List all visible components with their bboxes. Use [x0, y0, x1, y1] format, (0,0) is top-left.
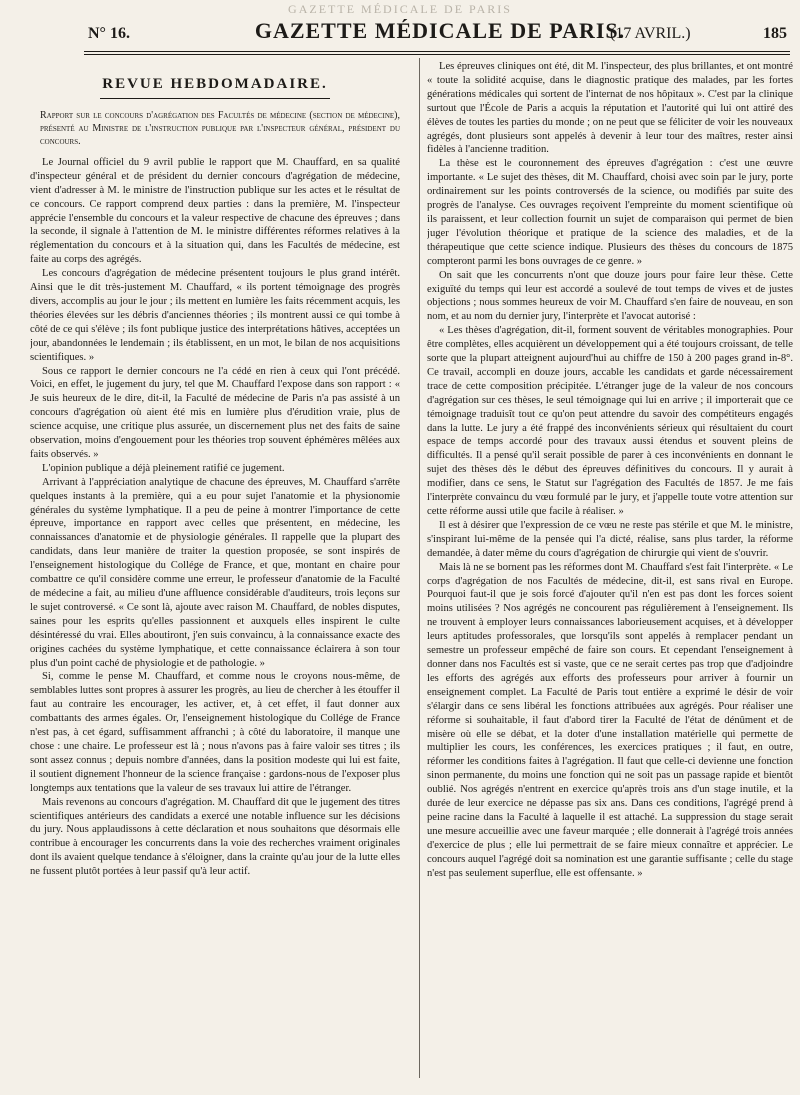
page-header: [80, 18, 800, 48]
bleed-through-text: GAZETTE MÉDICALE DE PARIS: [288, 2, 512, 14]
issue-number: N° 16.: [88, 25, 130, 42]
paragraph: L'opinion publique a déjà pleinement ratifié ce jugement.: [42, 462, 285, 474]
issue-date: (17 AVRIL.): [610, 25, 691, 42]
paragraph: On sait que les concurrents n'ont que douze jours pour faire leur thèse. Cette exiguïté du temps qui leur est accordé a soulevé de tout temps de vives et de justes objections ; nous sommes heureux de voir M. Chauffard s'en faire de nouveau, en son nom, et au nom du dernier jury, l'interprète et l'avocat autorisé :: [427, 269, 793, 323]
paragraph: Mais là ne se bornent pas les réformes dont M. Chauffard s'est fait l'interprète. « Le corps d'agrégation de nos Facultés de médecine, dit-il, est sans rival en Europe. Pourquoi faut-il que je sois forcé d'ajouter qu'il n'en est pas dont les forces soient moins utilisées ? Nos agrégés ne concourent pas régulièrement à l'enseignement. Ils ne trouvent à employer leurs connaissances laborieusement acquises, et à développer leurs aptitudes professorales, que lorsqu'ils sont appelés à remplacer pendant un semestre un professeur empêché de faire son cours. Et cependant l'enseignement à donner dans nos Facultés est si vaste, que ce ne serait certes pas trop que d'adjoindre les efforts des agrégés aux efforts des professeurs pour arriver à fournir un enseignement complet. La Faculté de Paris tout entière a exprimé le désir de voir s'élargir dans ce sens libéral les fonctions attribuées aux agrégés. Pour réaliser une réforme si souhaitable, il faut d'abord tirer la Faculté de l'état de dénûment et de misère où elle se débat, et la doter d'une installation matérielle qui permette de multiplier les cours, les conférences, les exercices pratiques ; il faut, en outre, réformer les conditions faites à l'agrégation. Il faut que celle-ci devienne une fonction sinon permanente, du moins une fonction qui ne soit pas un passage rapide et bientôt oublié. Nos agrégés n'entrent en exercice qu'après trois ans d'un stage inutile, et la durée de leur exercice ne dépasse pas six ans. Dans ces conditions, l'agrégé prend à peine racine dans la Faculté à laquelle il est attaché. La suppression du stage serait une mesure accueillie avec une faveur marquée ; elle donnerait à l'agrégé trois années d'exercice de plus ; elle lui permettrait de se faire mieux connaître et apprécier. Le concours auquel l'agrégé doit sa nomination est une garantie suffisante ; celle du stage n'est pas seulement superflue, elle est offensante. »: [427, 561, 793, 879]
report-heading: Rapport sur le concours d'agrégation des Facultés de médecine (section de médecine), présenté au Ministre de l'instruction publique par l'inspecteur général, président du concours.: [40, 109, 400, 147]
paragraph: Si, comme le pense M. Chauffard, et comme nous le croyons nous-même, de semblables luttes sont propres à assurer les progrès, au lieu de chercher à les étouffer il faut au contraire les encourager, les activer, et, à cet effet, il faut donner aux combattants des armes égales. Or, l'enseignement histologique du Collége de France n'est pas, à cet égard, suffisamment affranchi ; à côté du laboratoire, il manque une chose : une chaire. Le professeur est là ; nous n'avons pas à faire valoir ses titres ; ils sont assez connus ; depuis nombre d'années, dans la position modeste qui lui est faite, il soutient dignement l'honneur de la science française : gardons-nous de l'exposer plus longtemps aux tentations que la valeur de ses travaux lui attire de l'étranger.: [30, 671, 400, 794]
paragraph: Le Journal officiel du 9 avril publie le rapport que M. Chauffard, en sa qualité d'inspecteur général et de président du dernier concours d'agrégation de médecine, vient d'adresser à M. le ministre de l'instruction publique sur les actes et le résultat de ce concours. Ce rapport comprend deux parties : dans la première, M. l'inspecteur apprécie l'ensemble du concours et la valeur respective de chacune des épreuves ; dans la seconde, il signale à l'attention de M. le ministre différentes réformes relatives à la réglementation du concours et à la situation qui, dans les Facultés de médecine, est faite au corps des agrégés.: [30, 156, 400, 266]
rubric-title: REVUE HEBDOMADAIRE.: [102, 76, 328, 92]
paragraph: « Les thèses d'agrégation, dit-il, forment souvent de véritables monographies. Pour être complètes, elles acquièrent un développement qui a été toujours croissant, de telle sorte que la plupart atteignent aujourd'hui au chiffre de 150 à 200 pages grand in-8°. Ce travail, accompli en douze jours, accable les candidats et garde nécessairement trace de cette composition précipitée. L'étranger juge de la valeur de nos concours d'agrégation sur ces thèses, le seul témoignage qui lui en arrive ; il importerait que ce témoignage traduisît tout ce qu'on peut attendre du savoir des compétiteurs engagés dans la lutte. Le jury a été frappé des inconvénients sérieux qui résultaient du court espace de temps accordé pour des travaux aussi étendus et souvent pleins de difficultés. Il a pensé qu'il serait possible de parer à ces inconvénients en donnant le sujet des thèses dès le début des épreuves définitives du concours. Il y aurait à modifier, dans ce sens, le Statut sur l'agrégation des Facultés de 1857. Je me fais l'interprète convaincu du vœu formulé par le jury, et j'appelle toute votre attention sur cette réforme aussi utile que facile à réaliser. »: [427, 325, 793, 517]
paragraph: Arrivant à l'appréciation analytique de chacune des épreuves, M. Chauffard s'arrête quelques instants à la première, qui a eu pour sujet l'anatomie et la physionomie générales du système lymphatique. Il a peu de peine à montrer l'importance de cette épreuve, importance en rapport avec celles que présentent, en médecine, les connaissances d'anatomie et de physiologie générales. Il rappelle que la plupart des candidats, dans leur manière de traiter la question proposée, se sont inspirés de l'enseignement histologique du Collége de France, et que, montant en chaire pour combattre ce qu'il considère comme une erreur, le professeur d'anatomie de la Faculté de médecine a fait, au milieu d'une affluence considérable d'auditeurs, trois leçons sur le sujet controversé. « Ce sont là, ajoute avec raison M. Chauffard, de nobles disputes, saines pour les esprits qu'elles passionnent et auxquels elles inspirent le culte désintéressé du vrai. Elles aboutiront, j'en suis convaincu, à la connaissance exacte des origines cachées du système lymphatique, et cette connaissance éclairera à son tour plus d'un point caché de physiologie et de pathologie. »: [30, 476, 400, 669]
paragraph: Les épreuves cliniques ont été, dit M. l'inspecteur, des plus brillantes, et ont montré « toute la solidité acquise, dans le diagnostic pratique des malades, par les fortes générations médicales qui sortent de l'internat de nos hôpitaux ». C'est par la clinique surtout que l'École de Paris a acquis la réputation et l'autorité qui lui ont attiré des élèves de toutes les parties du monde ; on ne peut que se féliciter de voir les nouveaux agrégés, dont plusieurs sont appelés à devenir à leur tour des maîtres, rester ainsi fidèles à l'ancienne tradition.: [427, 61, 793, 156]
column-divider: [419, 58, 420, 1078]
paragraph: Les concours d'agrégation de médecine présentent toujours le plus grand intérêt. Ainsi que le dit très-justement M. Chauffard, « ils portent témoignage des progrès divers, accomplis au jour le jour ; ils mettent en lumière les faits récemment acquis, les théories élevées sur les débris d'anciennes théories ; ils montrent aussi ce qui tombe à côté de ce qui s'élève ; ils font publique justice des interprétations hâtives, acceptées un jour, abandonnées le lendemain ; ils établissent, en un mot, le bilan de nos acquisitions scientifiques. »: [30, 268, 400, 363]
header-rule-second: [84, 54, 790, 55]
paragraph: Il est à désirer que l'expression de ce vœu ne reste pas stérile et que M. le ministre, s'inspirant lui-même de la pensée qui l'a dicté, réalise, sans plus tarder, la réforme demandée, à dater même du cours d'agrégation de chirurgie qui vient de s'ouvrir.: [427, 519, 793, 559]
rubric-rule: [100, 98, 330, 99]
page-number: 185: [763, 25, 787, 42]
journal-title: GAZETTE MÉDICALE DE PARIS.: [254, 18, 626, 43]
paragraph: La thèse est le couronnement des épreuves d'agrégation : c'est une œuvre importante. « Le sujet des thèses, dit M. Chauffard, choisi avec soin par le jury, porte ordinairement sur les points controversés de la science, ou modifiés par suite des progrès de l'analyse. Ces ouvrages reçoivent l'empreinte du moment scientifique où ils paraissent, et leur collection fournit un sujet de comparaison qui permet de bien juger l'évolution théorique et pratique de la science des maladies, et de la thérapeutique que cette science indique. Plusieurs des thèses du concours de 1875 compteront parmi les bons ouvrages de ce genre. »: [427, 158, 793, 267]
header-rule: [84, 51, 790, 52]
left-column: [30, 60, 400, 1082]
right-column: [427, 60, 793, 1082]
paragraph: Mais revenons au concours d'agrégation. M. Chauffard dit que le jugement des titres scientifiques antérieurs des candidats a exercé une notable influence sur les décisions du jury. Nous applaudissons à cette déclaration et nous souhaitons que désormais elle contribue à encourager les concurrents dans la voie des recherches vraiment originales dont ils avaient quelque tendance à s'éloigner, dans la crainte qu'au jour de la lutte elles ne fussent plutôt portées à leur passif qu'à leur actif.: [30, 796, 400, 878]
paragraph: Sous ce rapport le dernier concours ne l'a cédé en rien à ceux qui l'ont précédé. Voici, en effet, le jugement du jury, tel que M. Chauffard l'expose dans son rapport : « Je suis heureux de le dire, dit-il, la Faculté de médecine de Paris n'a pas assisté à un concours d'agrégation où aient été mis en lumière plus d'érudition vraie, plus de science acquise, une critique plus assurée, un discernement plus net des faits de saine observation, moins d'engouement pour les théories trop souvent éphémères mêlées aux faits observés. »: [30, 365, 400, 460]
